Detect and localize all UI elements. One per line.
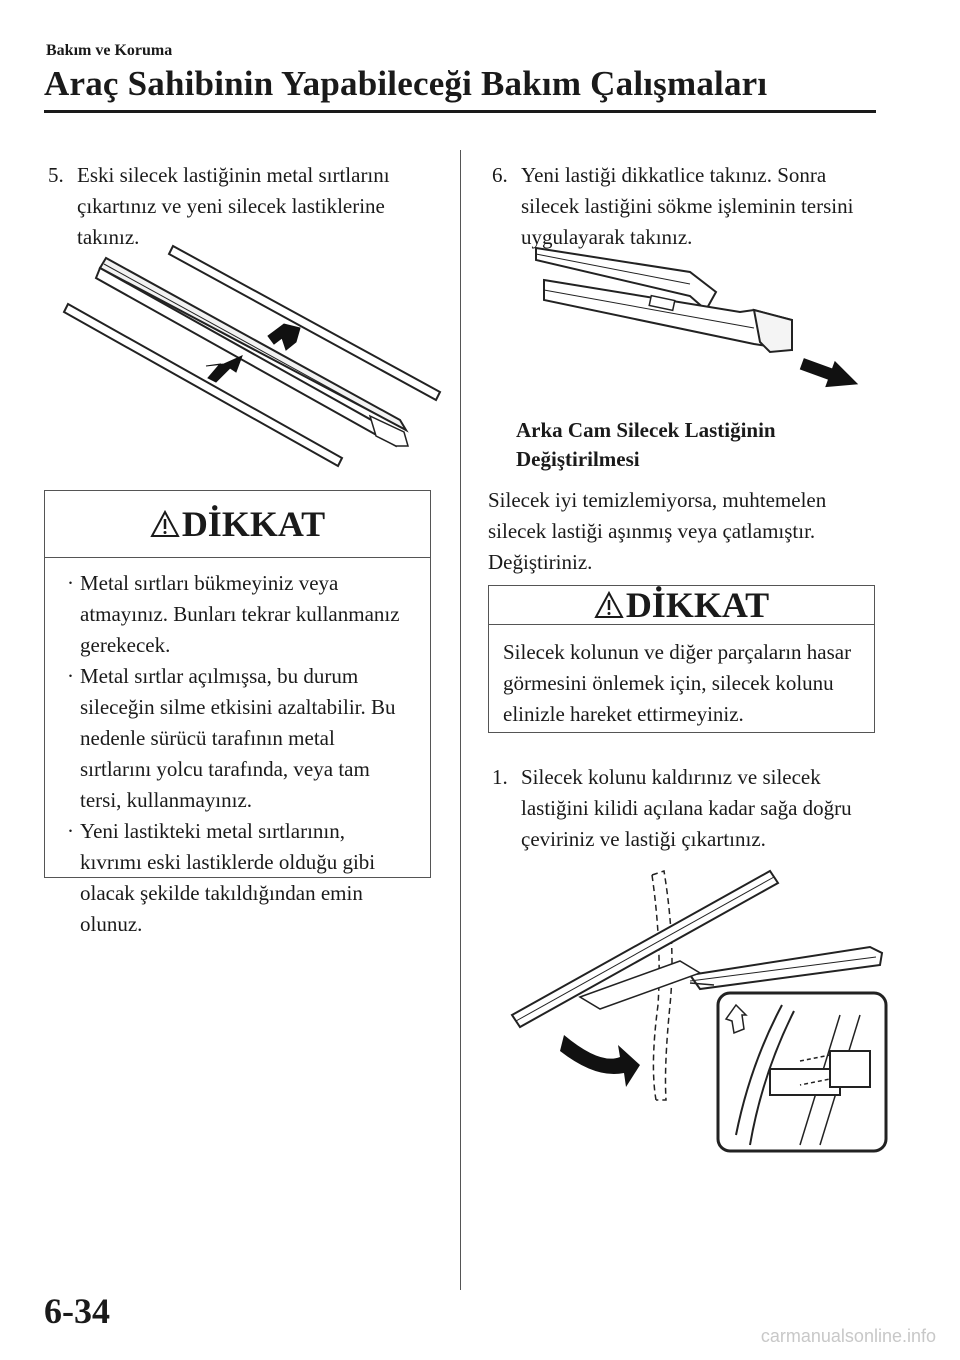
subheading-line-1: Arka Cam Silecek Lastiğinin: [516, 418, 776, 442]
step-text: Yeni lastiği dikkatlice takınız. Sonra silecek lastiğini sökme işleminin tersini uygulayarak takınız.: [521, 163, 854, 249]
step-number: 6.: [492, 163, 508, 187]
page-title: Araç Sahibinin Yapabileceği Bakım Çalışmaları: [44, 64, 768, 103]
push-arrow-icon: [797, 351, 863, 398]
step-text: Eski silecek lastiğinin metal sırtlarını çıkartınız ve yeni silecek lastiklerine takınız.: [77, 163, 390, 249]
caution-title: DİKKAT: [625, 585, 770, 625]
step-number: 5.: [48, 163, 64, 187]
caution-bullet: · Yeni lastikteki metal sırtlarının, kıvrımı eski lastiklerde olduğu gibi olacak şekilde takıldığından emin olunuz.: [67, 819, 376, 936]
caution-text: Silecek kolunun ve diğer parçaların hasar görmesini önlemek için, silecek kolunu elinizle hareket ettirmeyiniz.: [503, 640, 852, 726]
detail-inset: [690, 983, 886, 1151]
caution-header: [45, 491, 430, 558]
caution-box-right: [488, 585, 875, 733]
section-label: Bakım ve Koruma: [46, 42, 173, 59]
caution-header: [489, 586, 874, 625]
intro-paragraph: Silecek iyi temizlemiyorsa, muhtemelen silecek lastiği aşınmış veya çatlamıştır. Değiştiriniz.: [488, 488, 827, 574]
step-text: Silecek kolunu kaldırınız ve silecek lastiğini kilidi açılana kadar sağa doğru çeviriniz ve lastiği çıkartınız.: [521, 765, 852, 851]
caution-body: [45, 558, 430, 940]
rotate-arrow-icon: [560, 1035, 640, 1087]
page-number: 6-34: [44, 1291, 110, 1331]
rear-wiper-install-figure: [530, 240, 870, 400]
step-number: 1.: [492, 765, 508, 789]
wiper-arm: [690, 947, 882, 989]
subheading-line-2: Değiştirilmesi: [516, 447, 640, 471]
wiper-rubber-strips-figure: [60, 240, 450, 480]
warning-triangle-icon: [150, 510, 180, 538]
step-1: [492, 762, 876, 855]
arrow-lower-icon: [206, 356, 242, 382]
column-divider: [460, 150, 461, 1290]
warning-triangle-icon: [594, 591, 624, 619]
arrow-upper-icon: [268, 324, 300, 350]
caution-bullet: · Metal sırtları bükmeyiniz veya atmayınız. Bunları tekrar kullanmanız gerekecek.: [67, 571, 400, 657]
caution-title: DİKKAT: [181, 504, 326, 544]
rear-wiper-remove-figure: [500, 865, 890, 1155]
caution-bullet: · Metal sırtlar açılmışsa, bu durum sileceğin silme etkisini azaltabilir. Bu nedenle sürücü tarafının metal sırtlarını yolcu tarafında, veya tam tersi, kullanmayınız.: [67, 664, 396, 812]
header-rule: [44, 110, 876, 113]
caution-box-left: [44, 490, 431, 936]
watermark: carmanualsonline.info: [760, 1326, 936, 1346]
